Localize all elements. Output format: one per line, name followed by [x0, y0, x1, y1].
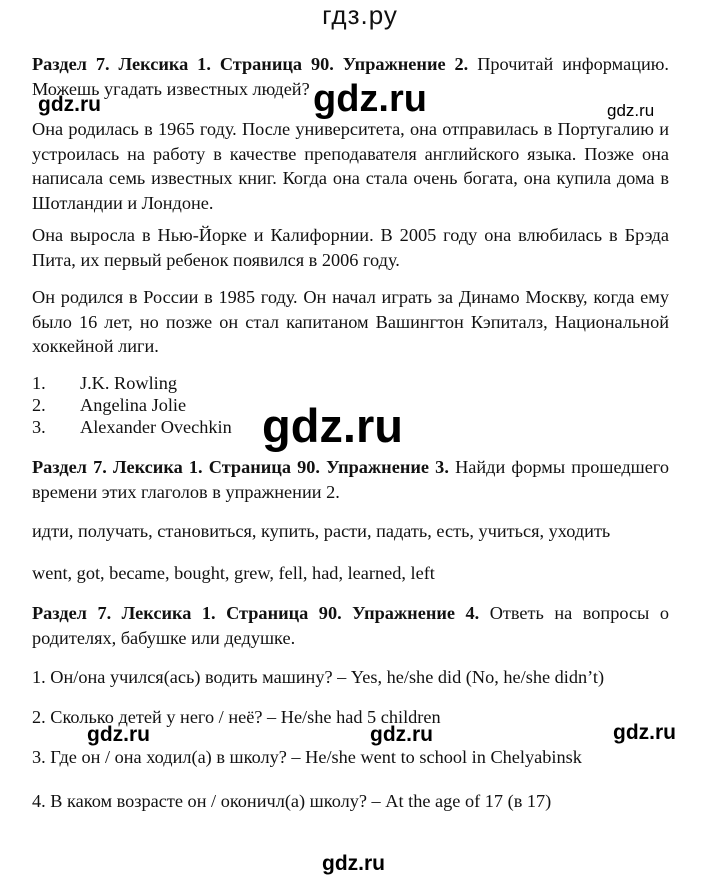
watermark-logo: gdz.ru — [38, 93, 101, 116]
ex2-paragraph-1: Она родилась в 1965 году. После университета, она отправилась в Португалию и устроилась на работу в качестве преподавателя английского языка. Позже она написала семь известных книг. Когда она стала очень богата, она купила дома в Шотландии и Лондоне. — [32, 119, 669, 213]
ex2-answer-1 — [32, 371, 177, 395]
ex3-instruction: Найди формы прошедшего времени этих глаголов в упражнении 2. — [32, 457, 669, 502]
ex2-answer-2 — [32, 393, 186, 417]
watermark-logo: gdz.ru — [322, 852, 385, 875]
ex2-paragraph-3: Он родился в России в 1985 году. Он начал играть за Динамо Москву, когда ему было 16 лет, но позже он стал капитаном Вашингтон Кэпиталз, Национальной хоккейной лиги. — [32, 287, 669, 356]
watermark-logo: gdz.ru — [370, 723, 433, 746]
ex3-header — [32, 455, 669, 504]
ex4-qa-4: 4. В каком возрасте он / оконичл(а) школу? – At the age of 17 (в 17) — [32, 791, 552, 811]
ex4-qa-3: 3. Где он / она ходил(а) в школу? – He/she went to school in Chelyabinsk — [32, 747, 582, 767]
ex4-header — [32, 601, 669, 650]
ex3-answer: went, got, became, bought, grew, fell, had, learned, left — [32, 563, 435, 583]
list-number: 3. — [32, 417, 46, 437]
ex4-instruction: Ответь на вопросы о родителях, бабушке или дедушке. — [32, 603, 669, 648]
ex2-answer-3 — [32, 415, 232, 439]
site-title: гдз.ру — [322, 0, 398, 30]
ex2-paragraph-2: Она выросла в Нью-Йорке и Калифорнии. В 2005 году она влюбилась в Брэда Пита, их первый ребенок появился в 2006 году. — [32, 225, 669, 270]
list-number: 1. — [32, 373, 46, 393]
ex4-qa-2: 2. Сколько детей у него / неё? – He/she had 5 children — [32, 707, 441, 727]
watermark-logo: gdz.ru — [607, 101, 655, 120]
ex2-instruction: Прочитай информацию. Можешь угадать известных людей? — [32, 54, 669, 99]
ex4-qa-1: 1. Он/она учился(ась) водить машину? – Yes, he/she did (No, he/she didn’t) — [32, 667, 605, 687]
watermark-logo: gdz.ru — [313, 78, 427, 120]
ex2-heading: Раздел 7. Лексика 1. Страница 90. Упражнение 2. — [32, 54, 469, 74]
list-item: J.K. Rowling — [80, 373, 178, 393]
ex3-verbs: идти, получать, становиться, купить, расти, падать, есть, учиться, уходить — [32, 521, 611, 541]
watermark-logo: gdz.ru — [87, 723, 150, 746]
list-item: Angelina Jolie — [80, 395, 187, 415]
list-item: Alexander Ovechkin — [80, 417, 232, 437]
list-number: 2. — [32, 395, 46, 415]
watermark-logo: gdz.ru — [613, 721, 676, 744]
ex4-heading: Раздел 7. Лексика 1. Страница 90. Упражнение 4. — [32, 603, 480, 623]
ex3-heading: Раздел 7. Лексика 1. Страница 90. Упражнение 3. — [32, 457, 449, 477]
watermark-logo: gdz.ru — [262, 399, 403, 452]
